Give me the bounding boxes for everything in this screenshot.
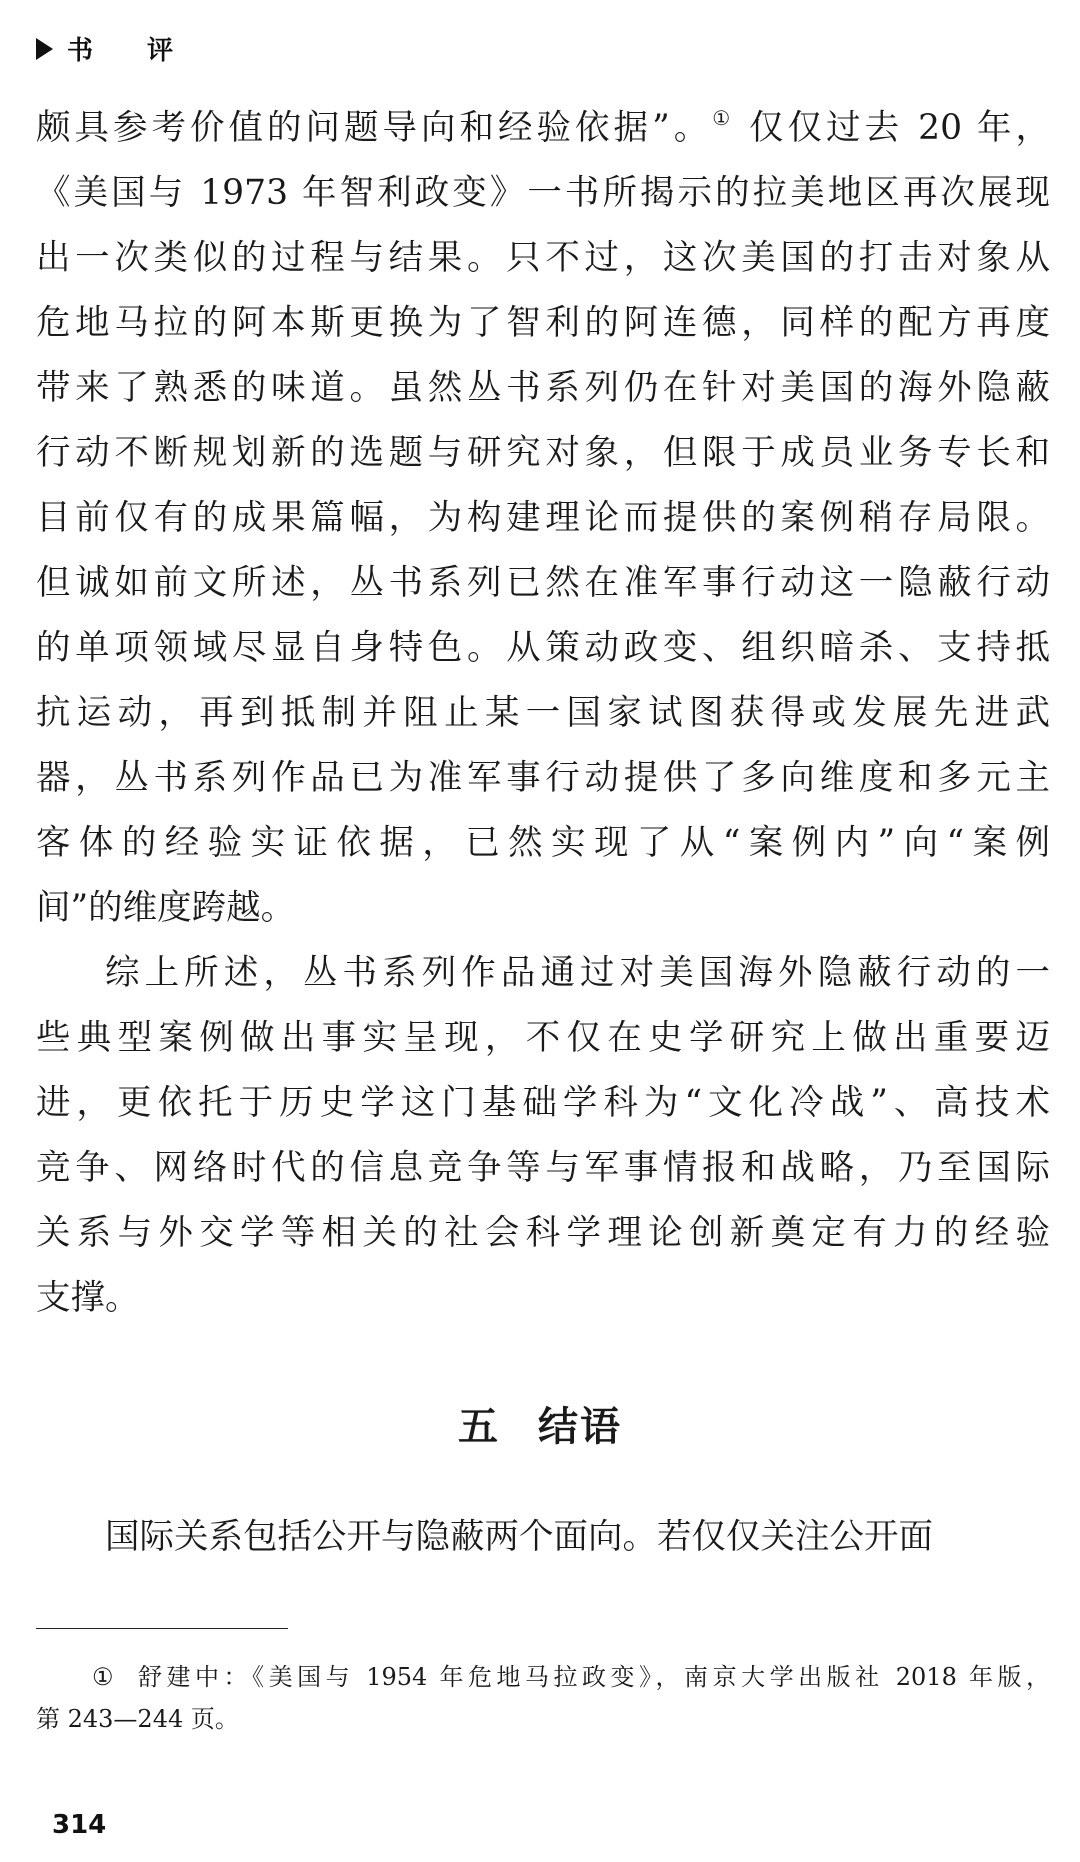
p2-line-3: 进，更依托于历史学这门基础学科为“文化冷战”、高技术 <box>36 1083 1050 1123</box>
p1-line-11: 器，丛书系列作品已为准军事行动提供了多向维度和多元主 <box>36 758 1050 798</box>
p1-line-7: 目前仅有的成果篇幅，为构建理论而提供的案例稍存局限。 <box>36 498 1050 538</box>
p1-line-1: 颇具参考价值的问题导向和经验依据”。① 仅仅过去 20 年， <box>36 106 1051 148</box>
header-char-1: 书 <box>67 36 94 66</box>
section-number: 五 <box>458 1404 500 1450</box>
header-char-2: 评 <box>147 36 174 66</box>
footnote-line-2: 第 243—244 页。 <box>36 1705 239 1733</box>
p1-line-8: 但诚如前文所述，丛书系列已然在准军事行动这一隐蔽行动 <box>36 563 1050 603</box>
paragraph-1 <box>36 96 1050 941</box>
footnote-ref[interactable]: ① <box>712 106 735 130</box>
p1-line-5: 带来了熟悉的味道。虽然丛书系列仍在针对美国的海外隐蔽 <box>36 368 1050 408</box>
footnote-line-1: ① 舒建中：《美国与 1954 年危地马拉政变》，南京大学出版社 2018 年版， <box>92 1663 1051 1691</box>
p1-line-9: 的单项领域尽显自身特色。从策动政变、组织暗杀、支持抵 <box>36 628 1050 668</box>
paragraph-2 <box>36 941 1050 1331</box>
p1-line-13: 间”的维度跨越。 <box>36 888 296 928</box>
running-header <box>36 30 173 67</box>
p1-line-10: 抗运动，再到抵制并阻止某一国家试图获得或发展先进武 <box>36 693 1050 733</box>
p2-line-5: 关系与外交学等相关的社会科学理论创新奠定有力的经验 <box>36 1213 1050 1253</box>
main-body <box>36 96 1050 1331</box>
footnote-divider <box>36 1628 288 1629</box>
triangle-marker-icon <box>36 38 53 60</box>
p1-line-3: 出一次类似的过程与结果。只不过，这次美国的打击对象从 <box>36 238 1050 278</box>
footnote-mark: ① <box>92 1663 119 1691</box>
p1-line-2: 《美国与 1973 年智利政变》一书所揭示的拉美地区再次展现 <box>36 173 1050 213</box>
section-title-text: 结语 <box>538 1404 622 1450</box>
p1-line-6: 行动不断规划新的选题与研究对象，但限于成员业务专长和 <box>36 433 1050 473</box>
p1-line-4: 危地马拉的阿本斯更换为了智利的阿连德，同样的配方再度 <box>36 303 1050 343</box>
p1-line-12: 客体的经验实证依据，已然实现了从“案例内”向“案例 <box>36 823 1050 863</box>
p2-line-1: 综上所述，丛书系列作品通过对美国海外隐蔽行动的一 <box>105 953 1050 993</box>
footnote <box>36 1656 1050 1740</box>
p2-line-4: 竞争、网络时代的信息竞争等与军事情报和战略，乃至国际 <box>36 1148 1050 1188</box>
p2-line-2: 些典型案例做出事实呈现，不仅在史学研究上做出重要迈 <box>36 1018 1050 1058</box>
paragraph-3: 国际关系包括公开与隐蔽两个面向。若仅仅关注公开面 <box>105 1517 933 1557</box>
page-number: 314 <box>52 1810 107 1840</box>
p2-line-6: 支撑。 <box>36 1278 140 1318</box>
section-heading <box>0 1395 1080 1452</box>
